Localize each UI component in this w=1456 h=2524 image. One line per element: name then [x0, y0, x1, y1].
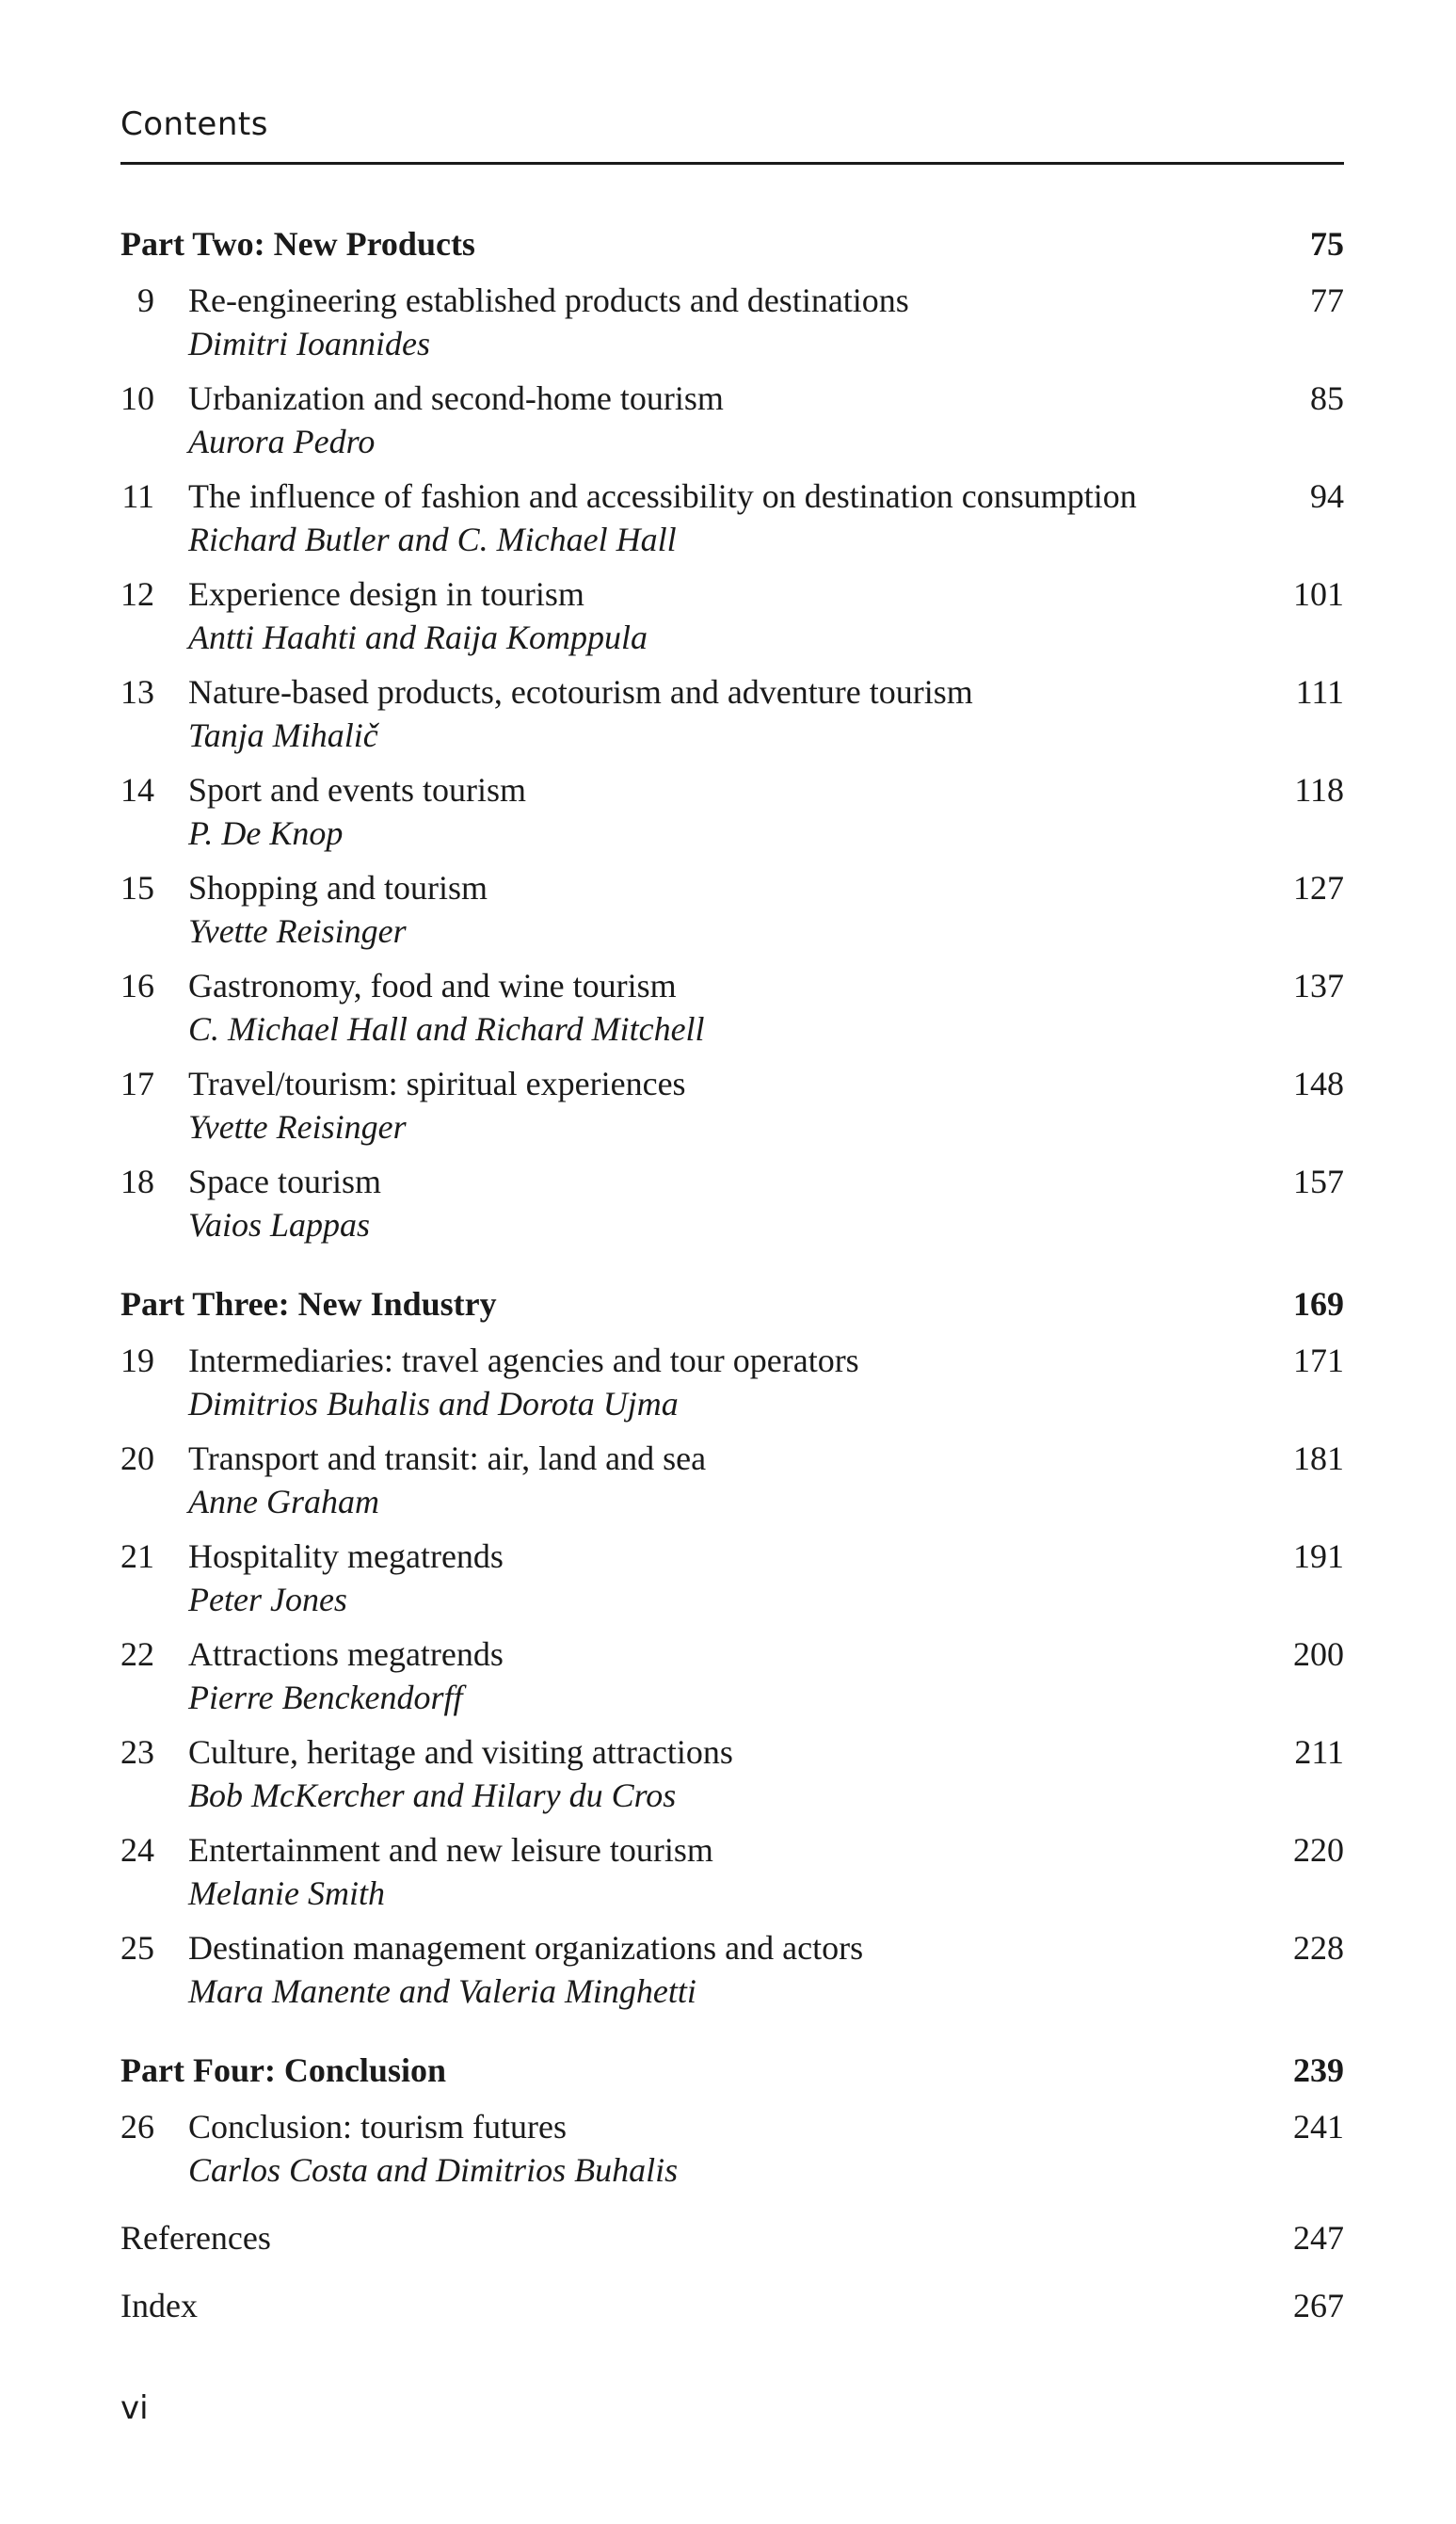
back-matter-label: References [120, 2219, 271, 2257]
chapter-entry[interactable] [120, 1926, 1344, 2013]
chapter-title: Re-engineering established products and destinations [188, 281, 909, 319]
chapter-entry[interactable] [120, 1062, 1344, 1149]
chapter-entry[interactable] [120, 1730, 1344, 1817]
table-of-contents [120, 222, 1344, 2327]
chapter-author: Antti Haahti and Raija Komppula [188, 619, 648, 656]
chapter-number: 9 [137, 281, 154, 319]
chapter-entry[interactable] [120, 1437, 1344, 1523]
chapter-number: 14 [120, 771, 154, 809]
chapter-author: Peter Jones [188, 1581, 347, 1618]
part-heading[interactable] [120, 222, 1344, 265]
chapter-page-number: 85 [1310, 379, 1344, 417]
chapter-entry[interactable] [120, 1339, 1344, 1425]
chapter-entry[interactable] [120, 572, 1344, 659]
chapter-author: Melanie Smith [188, 1874, 385, 1912]
chapter-author: Vaios Lappas [188, 1206, 371, 1244]
chapter-title: Travel/tourism: spiritual experiences [188, 1065, 686, 1102]
back-matter-label: Index [120, 2287, 198, 2324]
chapter-entry[interactable] [120, 670, 1344, 757]
chapter-entry[interactable] [120, 474, 1344, 561]
chapter-entry[interactable] [120, 1828, 1344, 1915]
chapter-page-number: 157 [1293, 1163, 1344, 1200]
chapter-entry[interactable] [120, 1535, 1344, 1621]
chapter-page-number: 127 [1293, 869, 1344, 907]
chapter-page-number: 228 [1293, 1929, 1344, 1967]
chapter-entry[interactable] [120, 279, 1344, 365]
chapter-page-number: 200 [1293, 1635, 1344, 1673]
chapter-entry[interactable] [120, 866, 1344, 953]
chapter-number: 18 [120, 1163, 154, 1200]
chapter-number: 23 [120, 1733, 154, 1771]
part-heading[interactable] [120, 1282, 1344, 1326]
chapter-author: C. Michael Hall and Richard Mitchell [188, 1010, 705, 1048]
chapter-entry[interactable] [120, 2105, 1344, 2192]
toc-page [120, 0, 1344, 2524]
chapter-title: Nature-based products, ecotourism and adventure tourism [188, 673, 973, 711]
back-matter-entry[interactable] [120, 2216, 1344, 2259]
chapter-page-number: 137 [1293, 967, 1344, 1005]
back-matter-page-number: 247 [1293, 2219, 1344, 2257]
chapter-author: Pierre Benckendorff [188, 1679, 463, 1716]
chapter-page-number: 148 [1293, 1065, 1344, 1102]
chapter-title: Hospitality megatrends [188, 1537, 504, 1575]
chapter-author: Aurora Pedro [188, 423, 376, 460]
chapter-page-number: 191 [1293, 1537, 1344, 1575]
chapter-number: 24 [120, 1831, 154, 1869]
chapter-author: Tanja Mihalič [188, 716, 378, 754]
chapter-title: Entertainment and new leisure tourism [188, 1831, 713, 1869]
chapter-page-number: 241 [1293, 2108, 1344, 2146]
chapter-author: Yvette Reisinger [188, 912, 407, 950]
chapter-author: Richard Butler and C. Michael Hall [188, 521, 677, 558]
chapter-title: Space tourism [188, 1163, 381, 1200]
chapter-title: Intermediaries: travel agencies and tour operators [188, 1342, 859, 1379]
part-label: Part Four: Conclusion [120, 2051, 446, 2089]
chapter-entry[interactable] [120, 1632, 1344, 1719]
chapter-author: Bob McKercher and Hilary du Cros [188, 1776, 677, 1814]
chapter-author: Anne Graham [188, 1483, 379, 1520]
chapter-number: 11 [121, 477, 154, 515]
part-label: Part Two: New Products [120, 225, 475, 263]
chapter-number: 19 [120, 1342, 154, 1379]
header-rule [120, 162, 1344, 165]
chapter-number: 20 [120, 1439, 154, 1477]
part-label: Part Three: New Industry [120, 1285, 497, 1323]
part-page-number: 75 [1310, 225, 1344, 263]
page-number: vi [120, 2389, 149, 2427]
chapter-author: Yvette Reisinger [188, 1108, 407, 1146]
chapter-entry[interactable] [120, 964, 1344, 1051]
chapter-title: Gastronomy, food and wine tourism [188, 967, 677, 1005]
chapter-page-number: 211 [1294, 1733, 1344, 1771]
chapter-author: Dimitrios Buhalis and Dorota Ujma [188, 1385, 679, 1423]
chapter-number: 13 [120, 673, 154, 711]
chapter-number: 16 [120, 967, 154, 1005]
chapter-page-number: 111 [1295, 673, 1344, 711]
part-heading[interactable] [120, 2049, 1344, 2092]
chapter-title: Shopping and tourism [188, 869, 488, 907]
chapter-page-number: 118 [1294, 771, 1344, 809]
chapter-page-number: 94 [1310, 477, 1344, 515]
chapter-page-number: 77 [1310, 281, 1344, 319]
chapter-page-number: 171 [1293, 1342, 1344, 1379]
chapter-title: Experience design in tourism [188, 575, 584, 613]
chapter-title: Culture, heritage and visiting attractions [188, 1733, 733, 1771]
running-header: Contents [120, 105, 268, 143]
chapter-title: Attractions megatrends [188, 1635, 504, 1673]
back-matter-entry[interactable] [120, 2284, 1344, 2327]
chapter-title: Conclusion: tourism futures [188, 2108, 567, 2146]
chapter-title: The influence of fashion and accessibility on destination consumption [188, 477, 1137, 515]
chapter-entry[interactable] [120, 1160, 1344, 1246]
chapter-number: 25 [120, 1929, 154, 1967]
chapter-author: Carlos Costa and Dimitrios Buhalis [188, 2151, 679, 2189]
chapter-title: Sport and events tourism [188, 771, 526, 809]
chapter-page-number: 220 [1293, 1831, 1344, 1869]
chapter-number: 17 [120, 1065, 154, 1102]
chapter-page-number: 181 [1293, 1439, 1344, 1477]
chapter-author: Dimitri Ioannides [188, 325, 430, 362]
chapter-number: 22 [120, 1635, 154, 1673]
chapter-number: 26 [120, 2108, 154, 2146]
chapter-title: Destination management organizations and actors [188, 1929, 864, 1967]
chapter-number: 12 [120, 575, 154, 613]
chapter-author: P. De Knop [188, 814, 344, 852]
chapter-number: 10 [120, 379, 154, 417]
chapter-entry[interactable] [120, 768, 1344, 855]
back-matter-page-number: 267 [1293, 2287, 1344, 2324]
chapter-entry[interactable] [120, 377, 1344, 463]
chapter-title: Transport and transit: air, land and sea [188, 1439, 707, 1477]
chapter-number: 21 [120, 1537, 154, 1575]
chapter-title: Urbanization and second-home tourism [188, 379, 724, 417]
part-page-number: 239 [1293, 2051, 1344, 2089]
chapter-page-number: 101 [1293, 575, 1344, 613]
chapter-author: Mara Manente and Valeria Minghetti [188, 1972, 696, 2010]
part-page-number: 169 [1293, 1285, 1344, 1323]
chapter-number: 15 [120, 869, 154, 907]
